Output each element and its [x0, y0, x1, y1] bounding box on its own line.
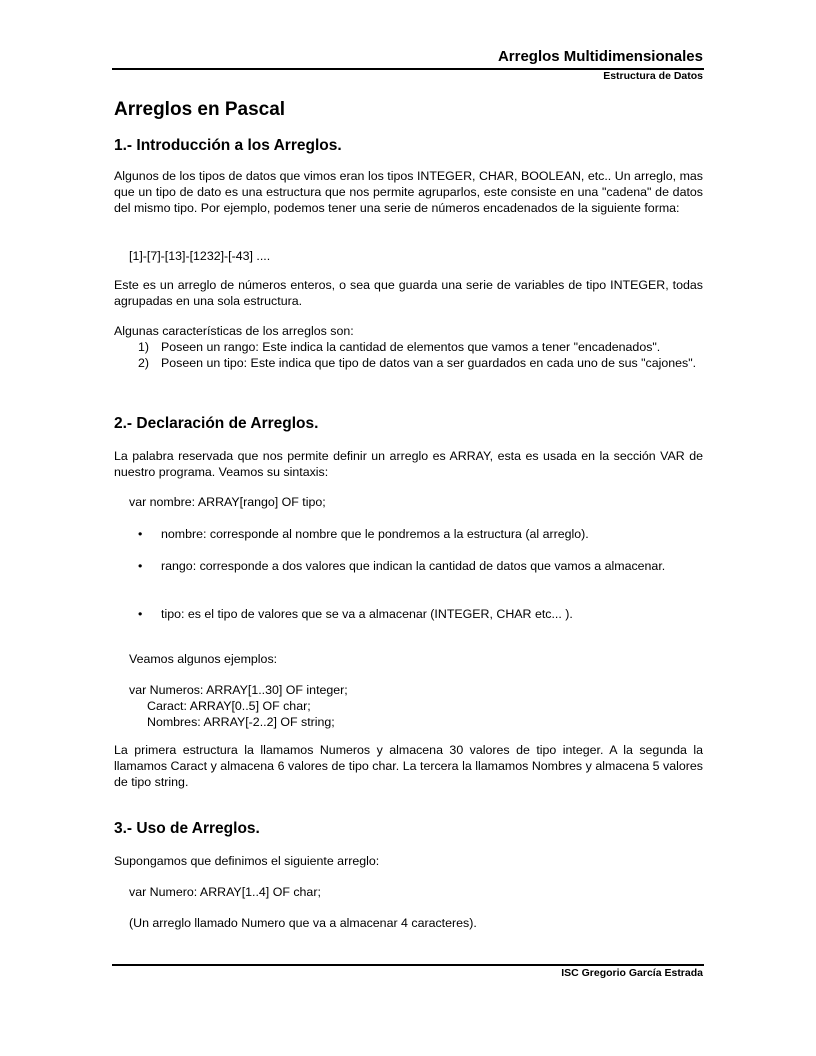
section-1-example: [1]-[7]-[13]-[1232]-[-43] ....: [129, 249, 271, 263]
section-3-note: (Un arreglo llamado Numero que va a almacenar 4 caracteres).: [129, 916, 477, 930]
header-subtitle: Estructura de Datos: [603, 70, 703, 82]
section-2-intro: La palabra reservada que nos permite definir un arreglo es ARRAY, esta es usada en la sección VAR de nuestro programa. Veamos su sintaxis:: [114, 449, 703, 479]
features-intro: Algunas características de los arreglos son:: [114, 324, 354, 338]
list-item: nombre: corresponde al nombre que le pondremos a la estructura (al arreglo).: [161, 527, 589, 541]
section-1-intro: Algunos de los tipos de datos que vimos eran los tipos INTEGER, CHAR, BOOLEAN, etc.. Un arreglo, mas que un tipo de dato es una estructura que nos permite agruparlos, este consiste en una "cadena" de datos del mismo tipo. Por ejemplo, podemos tener una serie de números encadenados de la siguiente forma:: [114, 169, 703, 215]
footer-author: ISC Gregorio García Estrada: [561, 967, 703, 979]
list-item: Poseen un tipo: Este indica que tipo de datos van a ser guardados en cada uno de sus "cajones".: [161, 356, 697, 370]
examples-intro: Veamos algunos ejemplos:: [129, 652, 278, 666]
list-item-number: 2): [138, 356, 150, 370]
bullet-icon: •: [138, 527, 143, 541]
section-3-intro: Supongamos que definimos el siguiente arreglo:: [114, 854, 380, 868]
code-line: Nombres: ARRAY[-2..2] OF string;: [147, 715, 335, 729]
list-item-number: 1): [138, 340, 150, 354]
bullet-icon: •: [138, 607, 143, 621]
syntax-line: var nombre: ARRAY[rango] OF tipo;: [129, 495, 326, 509]
page-title: Arreglos en Pascal: [114, 99, 286, 120]
list-item: rango: corresponde a dos valores que indican la cantidad de datos que vamos a almacenar.: [161, 559, 666, 573]
code-line: Caract: ARRAY[0..5] OF char;: [147, 699, 311, 713]
section-heading-2: 2.- Declaración de Arreglos.: [114, 415, 319, 432]
section-heading-3: 3.- Uso de Arreglos.: [114, 820, 260, 837]
bullet-icon: •: [138, 559, 143, 573]
section-1-explanation: Este es un arreglo de números enteros, o sea que guarda una serie de variables de tipo INTEGER, todas agrupadas en una sola estructura.: [114, 278, 703, 308]
list-item: Poseen un rango: Este indica la cantidad de elementos que vamos a tener "encadenados".: [161, 340, 661, 354]
code-line: var Numero: ARRAY[1..4] OF char;: [129, 885, 321, 899]
section-heading-1: 1.- Introducción a los Arreglos.: [114, 137, 342, 154]
footer-rule: [112, 964, 704, 966]
header-title: Arreglos Multidimensionales: [497, 48, 703, 65]
list-item: tipo: es el tipo de valores que se va a almacenar (INTEGER, CHAR etc... ).: [161, 607, 573, 621]
code-line: var Numeros: ARRAY[1..30] OF integer;: [129, 683, 348, 697]
section-2-closing: La primera estructura la llamamos Numeros y almacena 30 valores de tipo integer. A la segunda la llamamos Caract y almacena 6 valores de tipo char. La tercera la llamamos Nombres y almacena 5 valores de tipo string.: [114, 743, 703, 789]
